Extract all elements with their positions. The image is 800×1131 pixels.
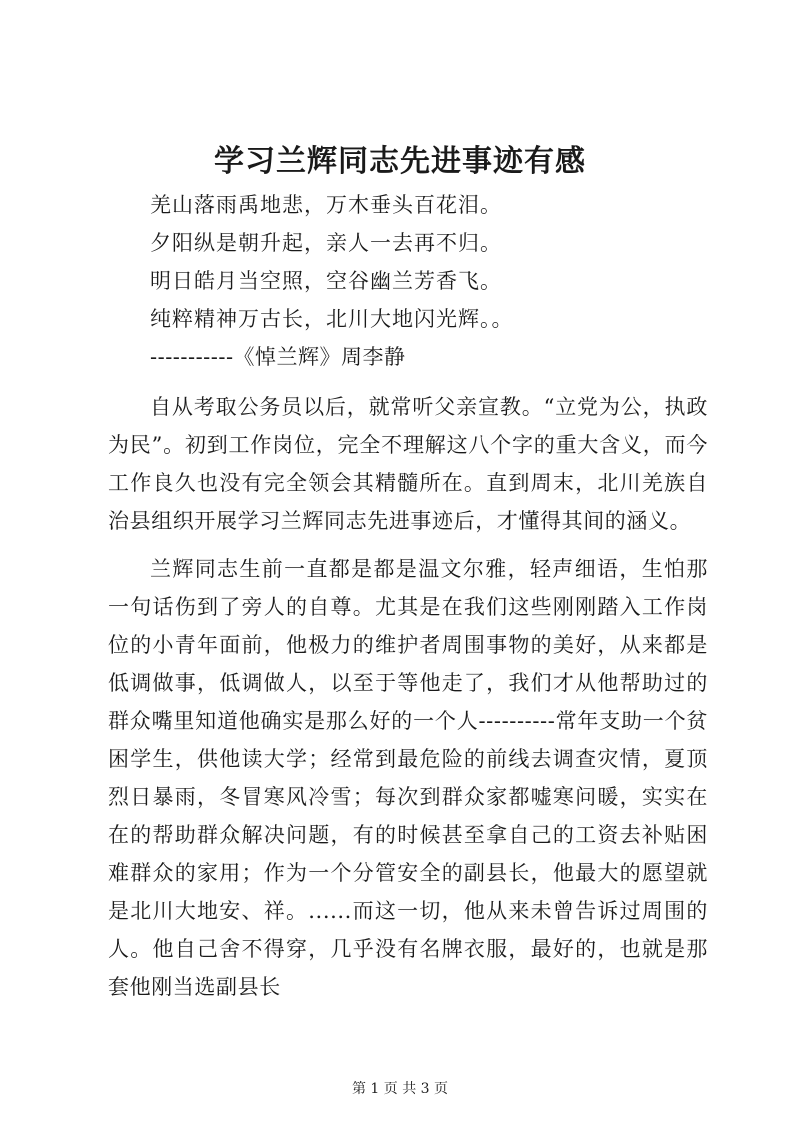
poem-line: 纯粹精神万古长，北川大地闪光辉。。 (150, 307, 514, 331)
poem-attribution: -----------《悼兰辉》周李静 (150, 345, 406, 369)
body-text (108, 388, 708, 1016)
document-title: 学习兰辉同志先进事迹有感 (214, 144, 586, 179)
page-footer: 第 1 页 共 3 页 (351, 1081, 449, 1097)
paragraph: 兰辉同志生前一直都是都是温文尔雅，轻声细语，生怕那一句话伤到了旁人的自尊。尤其是在我们这些刚刚踏入工作岗位的小青年面前，他极力的维护者周围事物的美好，从来都是低调做事，低调做人，以至于等他走了，我们才从他帮助过的群众嘴里知道他确实是那么好的一个人----------常年支助一个贫困学生，供他读大学；经常到最危险的前线去调查灾情，夏顶烈日暴雨，冬冒寒风冷雪；每次到群众家都嘘寒问暖，实实在在的帮助群众解决问题，有的时候甚至拿自己的工资去补贴困难群众的家用；作为一个分管安全的副县长，他最大的愿望就是北川大地安、祥。......而这一切，他从来未曾告诉过周围的人。他自己舍不得穿，几乎没有名牌衣服，最好的，也就是那套他刚当选副县长 (108, 557, 708, 999)
poem-line: 夕阳纵是朝升起，亲人一去再不归。 (150, 231, 502, 255)
poem-line: 明日皓月当空照，空谷幽兰芳香飞。 (150, 269, 502, 293)
paragraph: 自从考取公务员以后，就常听父亲宣教。“立党为公，执政为民”。初到工作岗位，完全不理解这八个字的重大含义，而今工作良久也没有完全领会其精髓所在。直到周末，北川羌族自治县组织开展学习兰辉同志先进事迹后，才懂得其间的涵义。 (108, 395, 708, 533)
poem-block (150, 186, 750, 376)
poem-line: 羌山落雨禹地悲，万木垂头百花泪。 (150, 193, 502, 217)
